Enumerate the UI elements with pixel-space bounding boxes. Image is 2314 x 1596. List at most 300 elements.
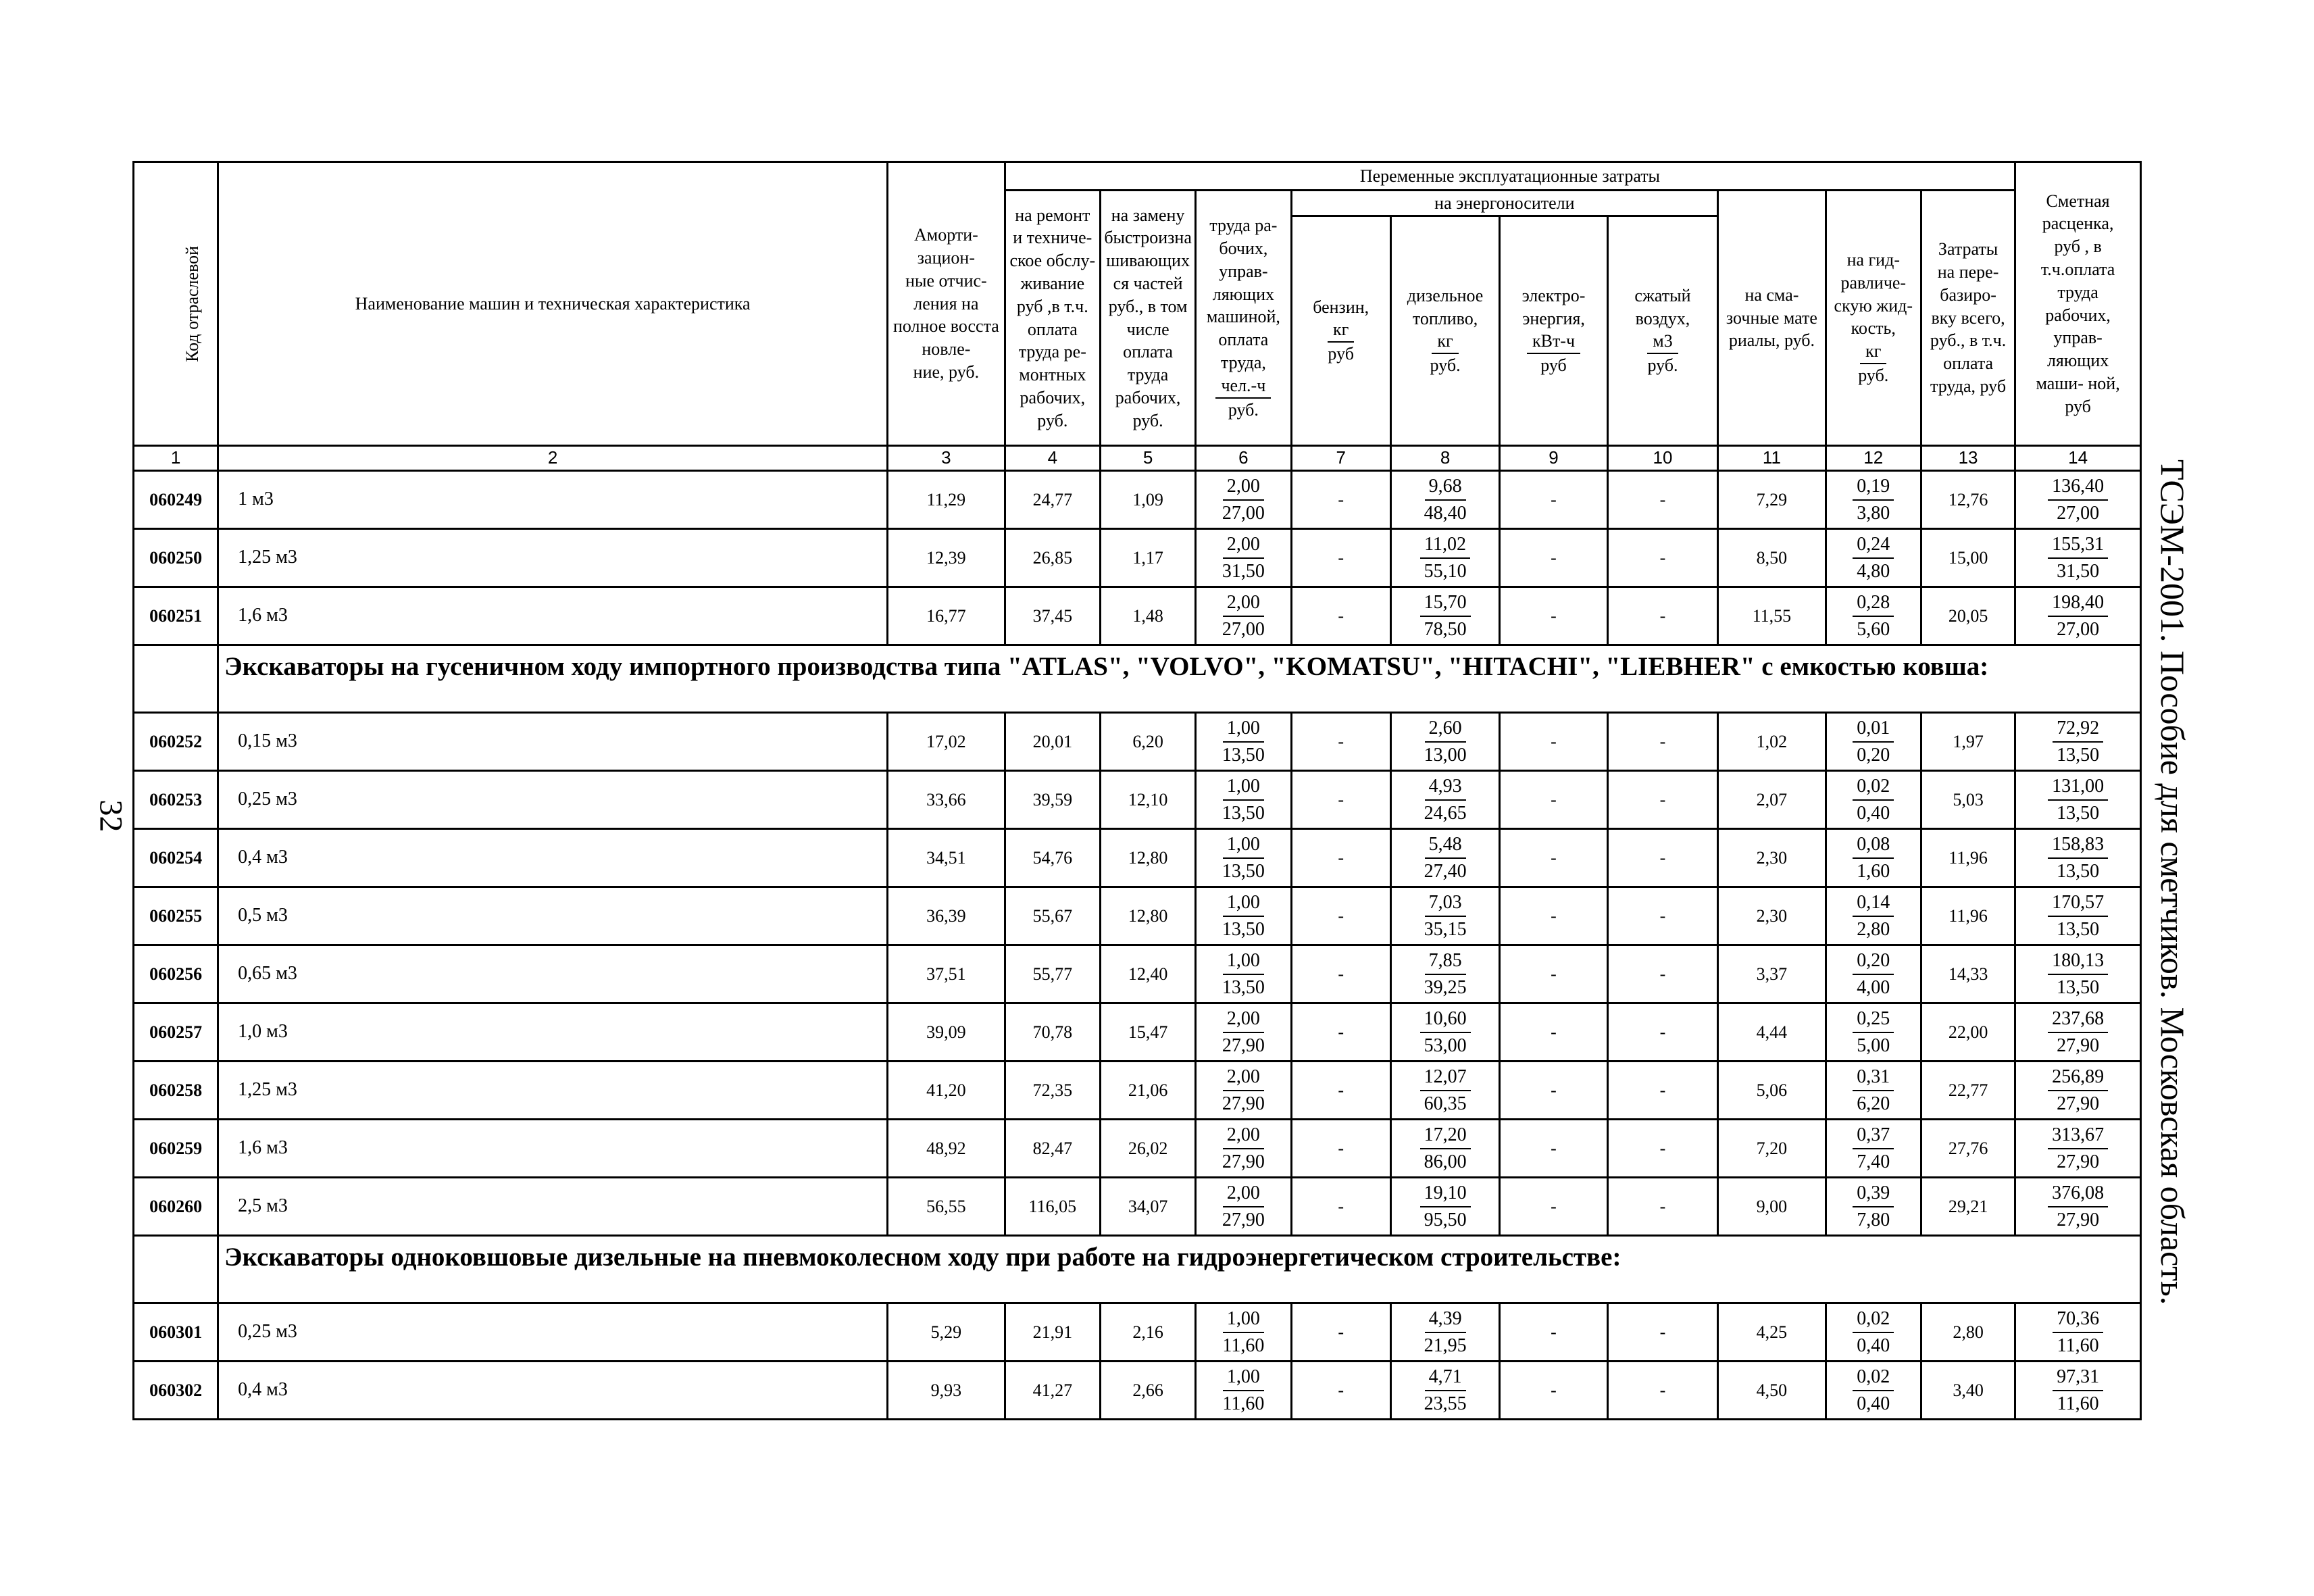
hydraulic-value-bottom: 1,60 bbox=[1857, 860, 1890, 882]
hydraulic-value-top: 0,02 bbox=[1853, 774, 1894, 801]
header-line: шивающих bbox=[1106, 251, 1190, 271]
replacement-value: 34,07 bbox=[1100, 1178, 1195, 1236]
labor-value bbox=[1196, 713, 1291, 771]
air-value: - bbox=[1607, 1362, 1717, 1420]
lubricant-value: 1,02 bbox=[1718, 713, 1826, 771]
electric-value: - bbox=[1500, 887, 1607, 945]
replacement-value: 1,09 bbox=[1100, 471, 1195, 529]
rate-value-bottom: 13,50 bbox=[2057, 744, 2100, 766]
air-value: - bbox=[1607, 771, 1717, 829]
hydraulic-value-top: 0,01 bbox=[1853, 716, 1894, 743]
section-code-cell bbox=[134, 1236, 218, 1303]
diesel-value-bottom: 21,95 bbox=[1424, 1335, 1467, 1356]
petrol-value: - bbox=[1291, 1120, 1390, 1178]
hydraulic-value bbox=[1826, 829, 1921, 887]
hydraulic-value-top: 0,24 bbox=[1853, 532, 1894, 559]
machine-name: 1,6 м3 bbox=[218, 1120, 888, 1178]
repair-value: 26,85 bbox=[1005, 529, 1100, 587]
amortization-value: 9,93 bbox=[888, 1362, 1005, 1420]
replacement-value: 21,06 bbox=[1100, 1062, 1195, 1120]
petrol-value: - bbox=[1291, 829, 1390, 887]
header-line: воздух, bbox=[1635, 308, 1690, 328]
diesel-value-top: 19,10 bbox=[1420, 1180, 1471, 1207]
rate-value bbox=[2015, 1303, 2141, 1362]
repair-value: 116,05 bbox=[1005, 1178, 1100, 1236]
rate-value bbox=[2015, 1062, 2141, 1120]
electric-value: - bbox=[1500, 771, 1607, 829]
machine-name: 1,25 м3 bbox=[218, 529, 888, 587]
lubricant-value: 4,25 bbox=[1718, 1303, 1826, 1362]
amortization-value: 5,29 bbox=[888, 1303, 1005, 1362]
diesel-value-bottom: 27,40 bbox=[1424, 860, 1467, 882]
column-numbers-row bbox=[134, 446, 2141, 471]
column-number: 14 bbox=[2015, 446, 2141, 471]
diesel-value bbox=[1390, 1362, 1499, 1420]
header-line: зацион- bbox=[917, 248, 975, 268]
labor-value bbox=[1196, 529, 1291, 587]
column-number: 10 bbox=[1607, 446, 1717, 471]
replacement-value: 2,66 bbox=[1100, 1362, 1195, 1420]
rate-value bbox=[2015, 1120, 2141, 1178]
labor-value-bottom: 13,50 bbox=[1222, 744, 1265, 766]
header-line: ляющих bbox=[2046, 351, 2109, 371]
labor-value bbox=[1196, 1303, 1291, 1362]
air-value: - bbox=[1607, 587, 1717, 645]
rate-value-top: 136,40 bbox=[2048, 474, 2108, 501]
replacement-value: 1,17 bbox=[1100, 529, 1195, 587]
replacement-value: 12,80 bbox=[1100, 887, 1195, 945]
diesel-value-bottom: 13,00 bbox=[1424, 744, 1467, 766]
machine-name: 0,65 м3 bbox=[218, 945, 888, 1003]
air-value: - bbox=[1607, 829, 1717, 887]
header-lubric bbox=[1718, 191, 1826, 446]
header-diesel: дизельное топливо, кг руб. bbox=[1390, 216, 1499, 446]
amortization-value: 36,39 bbox=[888, 887, 1005, 945]
page-number: 32 bbox=[93, 799, 129, 832]
amortization-value: 39,09 bbox=[888, 1003, 1005, 1062]
rate-value-bottom: 11,60 bbox=[2057, 1335, 2099, 1356]
hydraulic-value-top: 0,02 bbox=[1853, 1364, 1894, 1391]
rate-value-top: 72,92 bbox=[2053, 716, 2103, 743]
diesel-value-bottom: 60,35 bbox=[1424, 1093, 1467, 1114]
machine-code: 060256 bbox=[134, 945, 218, 1003]
rate-value bbox=[2015, 829, 2141, 887]
rate-value bbox=[2015, 1003, 2141, 1062]
hydraulic-value bbox=[1826, 1062, 1921, 1120]
hydraulic-value-top: 0,20 bbox=[1853, 948, 1894, 975]
header-line: на гид- bbox=[1846, 249, 1900, 270]
labor-value-bottom: 13,50 bbox=[1222, 918, 1265, 940]
air-value: - bbox=[1607, 713, 1717, 771]
diesel-value bbox=[1390, 587, 1499, 645]
electric-value: - bbox=[1500, 1062, 1607, 1120]
header-line: руб. bbox=[1037, 410, 1068, 430]
header-line: на пере- bbox=[1937, 262, 1999, 282]
header-name: Наименование машин и техническая характеристика bbox=[218, 162, 888, 446]
header-line: руб. bbox=[1132, 410, 1163, 430]
machine-code: 060258 bbox=[134, 1062, 218, 1120]
rate-value-top: 131,00 bbox=[2048, 774, 2108, 801]
rate-value bbox=[2015, 887, 2141, 945]
header-line: бочих, bbox=[1219, 239, 1268, 258]
header-line: труда ра- bbox=[1209, 216, 1278, 236]
electric-value: - bbox=[1500, 829, 1607, 887]
petrol-value: - bbox=[1291, 945, 1390, 1003]
header-line: Аморти- bbox=[913, 225, 978, 245]
hydraulic-value-top: 0,14 bbox=[1853, 890, 1894, 917]
hydraulic-value-bottom: 3,80 bbox=[1857, 502, 1890, 524]
header-line: труда bbox=[2057, 282, 2098, 302]
diesel-value bbox=[1390, 771, 1499, 829]
machine-code: 060260 bbox=[134, 1178, 218, 1236]
column-number: 11 bbox=[1718, 446, 1826, 471]
header-petrol: бензин, кг руб bbox=[1291, 216, 1390, 446]
hydraulic-value bbox=[1826, 1178, 1921, 1236]
repair-value: 24,77 bbox=[1005, 471, 1100, 529]
electric-value: - bbox=[1500, 945, 1607, 1003]
lubricant-value: 4,44 bbox=[1718, 1003, 1826, 1062]
hydraulic-value-bottom: 0,40 bbox=[1857, 802, 1890, 824]
repair-value: 21,91 bbox=[1005, 1303, 1100, 1362]
diesel-value-bottom: 39,25 bbox=[1424, 976, 1467, 998]
transport-value: 12,76 bbox=[1921, 471, 2015, 529]
diesel-value bbox=[1390, 887, 1499, 945]
header-line: монтных bbox=[1019, 365, 1086, 385]
header-line: труда, bbox=[1220, 352, 1266, 372]
rate-value-top: 155,31 bbox=[2048, 532, 2108, 559]
column-number: 6 bbox=[1196, 446, 1291, 471]
replacement-value: 12,40 bbox=[1100, 945, 1195, 1003]
air-value: - bbox=[1607, 1120, 1717, 1178]
transport-value: 14,33 bbox=[1921, 945, 2015, 1003]
labor-value-top: 2,00 bbox=[1223, 1180, 1264, 1207]
amortization-value: 11,29 bbox=[888, 471, 1005, 529]
repair-value: 54,76 bbox=[1005, 829, 1100, 887]
header-line: числе bbox=[1126, 319, 1169, 339]
machine-name: 0,15 м3 bbox=[218, 713, 888, 771]
labor-value-top: 1,00 bbox=[1223, 774, 1264, 801]
electric-value: - bbox=[1500, 713, 1607, 771]
table-row bbox=[134, 713, 2141, 771]
header-line: энергия, bbox=[1522, 308, 1585, 328]
header-line: руб., в том bbox=[1108, 296, 1188, 316]
rate-value-top: 97,31 bbox=[2053, 1364, 2103, 1391]
rate-value bbox=[2015, 529, 2141, 587]
table-row bbox=[134, 1362, 2141, 1420]
header-line: кость, bbox=[1851, 318, 1896, 339]
header-line: рабочих, bbox=[2045, 305, 2111, 325]
table-row bbox=[134, 587, 2141, 645]
hydraulic-value-bottom: 4,00 bbox=[1857, 976, 1890, 998]
column-number: 13 bbox=[1921, 446, 2015, 471]
header-labor: труда ра- бочих, управ- ляющих машиной, оплата труда, чел.-ч руб. bbox=[1196, 191, 1291, 446]
diesel-value-top: 5,48 bbox=[1425, 832, 1466, 859]
labor-value-bottom: 13,50 bbox=[1222, 976, 1265, 998]
rate-value-bottom: 27,90 bbox=[2057, 1151, 2100, 1172]
hydraulic-value-bottom: 5,00 bbox=[1857, 1034, 1890, 1056]
labor-value bbox=[1196, 771, 1291, 829]
header-line: труда ре- bbox=[1018, 342, 1086, 362]
lubricant-value: 2,07 bbox=[1718, 771, 1826, 829]
labor-value-bottom: 27,90 bbox=[1222, 1034, 1265, 1056]
header-line: управ- bbox=[2053, 328, 2103, 348]
column-number: 5 bbox=[1100, 446, 1195, 471]
header-line: равличе- bbox=[1840, 272, 1907, 293]
hydraulic-value bbox=[1826, 945, 1921, 1003]
header-line: управ- bbox=[1219, 261, 1268, 281]
table-row bbox=[134, 471, 2141, 529]
header-line: руб ,в т.ч. bbox=[1016, 296, 1088, 316]
labor-value-top: 1,00 bbox=[1223, 716, 1264, 743]
header-line: машиной, bbox=[1206, 307, 1280, 327]
repair-value: 72,35 bbox=[1005, 1062, 1100, 1120]
section-title: Экскаваторы одноковшовые дизельные на пневмоколесном ходу при работе на гидроэнергетическом строительстве: bbox=[218, 1236, 2141, 1303]
labor-value bbox=[1196, 1362, 1291, 1420]
rate-value-top: 313,67 bbox=[2048, 1122, 2108, 1149]
rate-value bbox=[2015, 1178, 2141, 1236]
header-line: базиро- bbox=[1940, 284, 1996, 305]
repair-value: 37,45 bbox=[1005, 587, 1100, 645]
rate-value-bottom: 13,50 bbox=[2057, 860, 2100, 882]
machine-code: 060301 bbox=[134, 1303, 218, 1362]
rate-value-bottom: 27,90 bbox=[2057, 1034, 2100, 1056]
diesel-value bbox=[1390, 713, 1499, 771]
diesel-value-top: 11,02 bbox=[1420, 532, 1470, 559]
rate-value bbox=[2015, 771, 2141, 829]
header-transport bbox=[1921, 191, 2015, 446]
section-title: Экскаваторы на гусеничном ходу импортного производства типа "ATLAS", "VOLVO", "KOMATSU", "HITACHI", "LIEBHER" с емкостью ковша: bbox=[218, 645, 2141, 713]
machine-name: 0,25 м3 bbox=[218, 771, 888, 829]
hydraulic-value-bottom: 4,80 bbox=[1857, 560, 1890, 582]
header-variable: Переменные эксплуатационные затраты bbox=[1005, 162, 2015, 191]
transport-value: 27,76 bbox=[1921, 1120, 2015, 1178]
air-value: - bbox=[1607, 1178, 1717, 1236]
rate-value-bottom: 27,90 bbox=[2057, 1093, 2100, 1114]
table-row bbox=[134, 945, 2141, 1003]
lubricant-value: 5,06 bbox=[1718, 1062, 1826, 1120]
hydraulic-value-top: 0,08 bbox=[1853, 832, 1894, 859]
header-line: рабочих, bbox=[1115, 387, 1181, 407]
amortization-value: 34,51 bbox=[888, 829, 1005, 887]
petrol-value: - bbox=[1291, 1003, 1390, 1062]
header-replace bbox=[1100, 191, 1195, 446]
header-line: полное восста bbox=[892, 316, 999, 336]
rate-value-top: 70,36 bbox=[2053, 1306, 2103, 1333]
column-number: 4 bbox=[1005, 446, 1100, 471]
header-line: электро- bbox=[1521, 285, 1586, 305]
labor-value-bottom: 13,50 bbox=[1222, 860, 1265, 882]
hydraulic-value-bottom: 6,20 bbox=[1857, 1093, 1890, 1114]
header-line: оплата bbox=[1943, 353, 1994, 374]
header-line: сжатый bbox=[1634, 285, 1691, 305]
section-header-row bbox=[134, 645, 2141, 713]
machine-name: 0,5 м3 bbox=[218, 887, 888, 945]
replacement-value: 6,20 bbox=[1100, 713, 1195, 771]
header-line: труда bbox=[1127, 365, 1169, 385]
labor-value bbox=[1196, 1178, 1291, 1236]
machine-name: 0,4 м3 bbox=[218, 829, 888, 887]
amortization-value: 12,39 bbox=[888, 529, 1005, 587]
header-line: на ремонт bbox=[1015, 205, 1090, 225]
petrol-value: - bbox=[1291, 587, 1390, 645]
hydraulic-value-top: 0,25 bbox=[1853, 1006, 1894, 1033]
labor-value bbox=[1196, 945, 1291, 1003]
header-line: ние, руб. bbox=[913, 361, 980, 382]
header-line: новле- bbox=[922, 339, 971, 359]
lubricant-value: 2,30 bbox=[1718, 829, 1826, 887]
header-line: руб , в bbox=[2054, 236, 2102, 257]
diesel-value-top: 4,93 bbox=[1425, 774, 1466, 801]
diesel-value-top: 10,60 bbox=[1420, 1006, 1471, 1033]
lubricant-value: 9,00 bbox=[1718, 1178, 1826, 1236]
hydraulic-value-bottom: 7,80 bbox=[1857, 1209, 1890, 1230]
machine-name: 0,4 м3 bbox=[218, 1362, 888, 1420]
hydraulic-value-bottom: 0,20 bbox=[1857, 744, 1890, 766]
lubricant-value: 11,55 bbox=[1718, 587, 1826, 645]
replacement-value: 15,47 bbox=[1100, 1003, 1195, 1062]
diesel-value bbox=[1390, 1003, 1499, 1062]
rate-value bbox=[2015, 471, 2141, 529]
column-number: 9 bbox=[1500, 446, 1607, 471]
electric-value: - bbox=[1500, 1362, 1607, 1420]
transport-value: 2,80 bbox=[1921, 1303, 2015, 1362]
side-title: ТСЭМ-2001. Пособие для сметчиков. Московская область. bbox=[2154, 459, 2192, 1305]
header-line: зочные мате bbox=[1726, 307, 1817, 328]
header-line: живание bbox=[1020, 273, 1085, 293]
diesel-value-top: 12,07 bbox=[1420, 1064, 1471, 1091]
air-value: - bbox=[1607, 1062, 1717, 1120]
repair-value: 41,27 bbox=[1005, 1362, 1100, 1420]
transport-value: 11,96 bbox=[1921, 829, 2015, 887]
petrol-value: - bbox=[1291, 529, 1390, 587]
table-row bbox=[134, 1062, 2141, 1120]
diesel-value bbox=[1390, 529, 1499, 587]
labor-value-bottom: 27,90 bbox=[1222, 1151, 1265, 1172]
diesel-value-bottom: 23,55 bbox=[1424, 1393, 1467, 1414]
diesel-value bbox=[1390, 1120, 1499, 1178]
labor-value-top: 2,00 bbox=[1223, 1122, 1264, 1149]
hydraulic-value-bottom: 7,40 bbox=[1857, 1151, 1890, 1172]
column-number: 3 bbox=[888, 446, 1005, 471]
lubricant-value: 8,50 bbox=[1718, 529, 1826, 587]
rate-value-bottom: 31,50 bbox=[2057, 560, 2100, 582]
replacement-value: 1,48 bbox=[1100, 587, 1195, 645]
labor-value-top: 1,00 bbox=[1223, 832, 1264, 859]
labor-value bbox=[1196, 1003, 1291, 1062]
diesel-value-bottom: 24,65 bbox=[1424, 802, 1467, 824]
hydraulic-value bbox=[1826, 587, 1921, 645]
rate-value-bottom: 11,60 bbox=[2057, 1393, 2099, 1414]
labor-value-top: 1,00 bbox=[1223, 1364, 1264, 1391]
diesel-value bbox=[1390, 945, 1499, 1003]
rate-value bbox=[2015, 713, 2141, 771]
transport-value: 29,21 bbox=[1921, 1178, 2015, 1236]
header-line: ся частей bbox=[1113, 273, 1183, 293]
machine-code: 060302 bbox=[134, 1362, 218, 1420]
header-air: сжатый воздух, м3 руб. bbox=[1607, 216, 1717, 446]
transport-value: 15,00 bbox=[1921, 529, 2015, 587]
header-line: и техниче- bbox=[1013, 228, 1092, 248]
hydraulic-value-top: 0,37 bbox=[1853, 1122, 1894, 1149]
electric-value: - bbox=[1500, 1003, 1607, 1062]
transport-value: 22,77 bbox=[1921, 1062, 2015, 1120]
rate-value bbox=[2015, 1362, 2141, 1420]
diesel-value-top: 4,71 bbox=[1425, 1364, 1466, 1391]
diesel-value bbox=[1390, 829, 1499, 887]
diesel-value-bottom: 78,50 bbox=[1424, 618, 1467, 640]
lubricant-value: 7,29 bbox=[1718, 471, 1826, 529]
diesel-value-top: 4,39 bbox=[1425, 1306, 1466, 1333]
repair-value: 20,01 bbox=[1005, 713, 1100, 771]
hydraulic-value bbox=[1826, 529, 1921, 587]
hydraulic-value-top: 0,19 bbox=[1853, 474, 1894, 501]
header-line: Сметная bbox=[2046, 191, 2110, 211]
header-amort bbox=[888, 162, 1005, 446]
header-line: труда, руб bbox=[1930, 376, 2007, 396]
table-row bbox=[134, 529, 2141, 587]
labor-value-bottom: 27,90 bbox=[1222, 1209, 1265, 1230]
petrol-value: - bbox=[1291, 1303, 1390, 1362]
transport-value: 20,05 bbox=[1921, 587, 2015, 645]
petrol-value: - bbox=[1291, 1178, 1390, 1236]
rate-value bbox=[2015, 945, 2141, 1003]
rate-value-bottom: 27,00 bbox=[2057, 502, 2100, 524]
table-row bbox=[134, 887, 2141, 945]
header-line: на сма- bbox=[1744, 284, 1799, 305]
header-hydraulic: на гид- равличе- скую жид- кость, кг руб. bbox=[1826, 191, 1921, 446]
diesel-value bbox=[1390, 1303, 1499, 1362]
hydraulic-value bbox=[1826, 771, 1921, 829]
header-electric: электро- энергия, кВт-ч руб bbox=[1500, 216, 1607, 446]
machine-name: 1,6 м3 bbox=[218, 587, 888, 645]
hydraulic-value-top: 0,28 bbox=[1853, 590, 1894, 617]
machine-code: 060255 bbox=[134, 887, 218, 945]
machine-name: 1,0 м3 bbox=[218, 1003, 888, 1062]
machine-code: 060257 bbox=[134, 1003, 218, 1062]
header-line: скую жид- bbox=[1834, 295, 1913, 316]
table-row bbox=[134, 771, 2141, 829]
air-value: - bbox=[1607, 887, 1717, 945]
labor-value-bottom: 11,60 bbox=[1222, 1393, 1265, 1414]
repair-value: 55,77 bbox=[1005, 945, 1100, 1003]
table-row bbox=[134, 1303, 2141, 1362]
header-rate bbox=[2015, 162, 2141, 446]
labor-value bbox=[1196, 471, 1291, 529]
rate-value-bottom: 13,50 bbox=[2057, 802, 2100, 824]
labor-value-bottom: 27,00 bbox=[1222, 618, 1265, 640]
rate-value-bottom: 27,00 bbox=[2057, 618, 2100, 640]
rate-value-bottom: 13,50 bbox=[2057, 918, 2100, 940]
electric-value: - bbox=[1500, 471, 1607, 529]
diesel-value-top: 15,70 bbox=[1420, 590, 1471, 617]
hydraulic-value-top: 0,39 bbox=[1853, 1180, 1894, 1207]
petrol-value: - bbox=[1291, 1062, 1390, 1120]
column-number: 7 bbox=[1291, 446, 1390, 471]
petrol-value: - bbox=[1291, 1362, 1390, 1420]
header-energy: на энергоносители bbox=[1291, 191, 1718, 216]
diesel-value-bottom: 86,00 bbox=[1424, 1151, 1467, 1172]
diesel-value-bottom: 55,10 bbox=[1424, 560, 1467, 582]
labor-value bbox=[1196, 1062, 1291, 1120]
electric-value: - bbox=[1500, 587, 1607, 645]
machine-code: 060253 bbox=[134, 771, 218, 829]
lubricant-value: 4,50 bbox=[1718, 1362, 1826, 1420]
repair-value: 82,47 bbox=[1005, 1120, 1100, 1178]
machine-code: 060251 bbox=[134, 587, 218, 645]
petrol-value: - bbox=[1291, 771, 1390, 829]
labor-value-top: 1,00 bbox=[1223, 890, 1264, 917]
header-line: расценка, bbox=[2042, 214, 2114, 234]
